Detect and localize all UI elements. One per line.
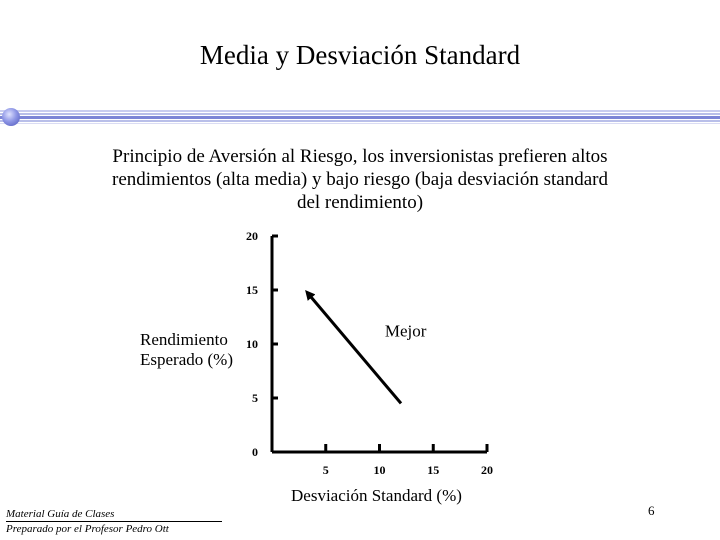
footer-line1: Material Guía de Clases bbox=[6, 507, 222, 522]
x-tick-label: 15 bbox=[427, 463, 440, 477]
better-direction-arrow bbox=[310, 295, 401, 403]
principle-text: Principio de Aversión al Riesgo, los inversionistas prefieren altos rendimientos (alta media) y bajo riesgo (baja desviación standard del rendimiento) bbox=[112, 146, 608, 213]
y-axis-title bbox=[140, 330, 233, 370]
slide-title: Media y Desviación Standard bbox=[199, 40, 521, 70]
y-axis-title-line1: Rendimiento bbox=[140, 330, 228, 349]
y-axis-title-line2: Esperado (%) bbox=[140, 350, 233, 369]
page-number: 6 bbox=[648, 503, 655, 518]
annotation-mejor: Mejor bbox=[384, 321, 427, 341]
footer-line2: Preparado por el Profesor Pedro Ott bbox=[6, 523, 169, 535]
x-tick-label: 20 bbox=[481, 463, 493, 477]
y-tick-label: 0 bbox=[252, 445, 258, 459]
y-tick-label: 5 bbox=[252, 391, 258, 405]
x-tick-label: 5 bbox=[322, 463, 329, 477]
x-axis-title: Desviación Standard (%) bbox=[291, 486, 462, 505]
y-tick-label: 20 bbox=[246, 229, 258, 243]
footer bbox=[6, 507, 222, 536]
y-tick-label: 15 bbox=[246, 283, 258, 297]
y-tick-label: 10 bbox=[246, 337, 258, 351]
x-tick-label: 10 bbox=[373, 463, 386, 477]
